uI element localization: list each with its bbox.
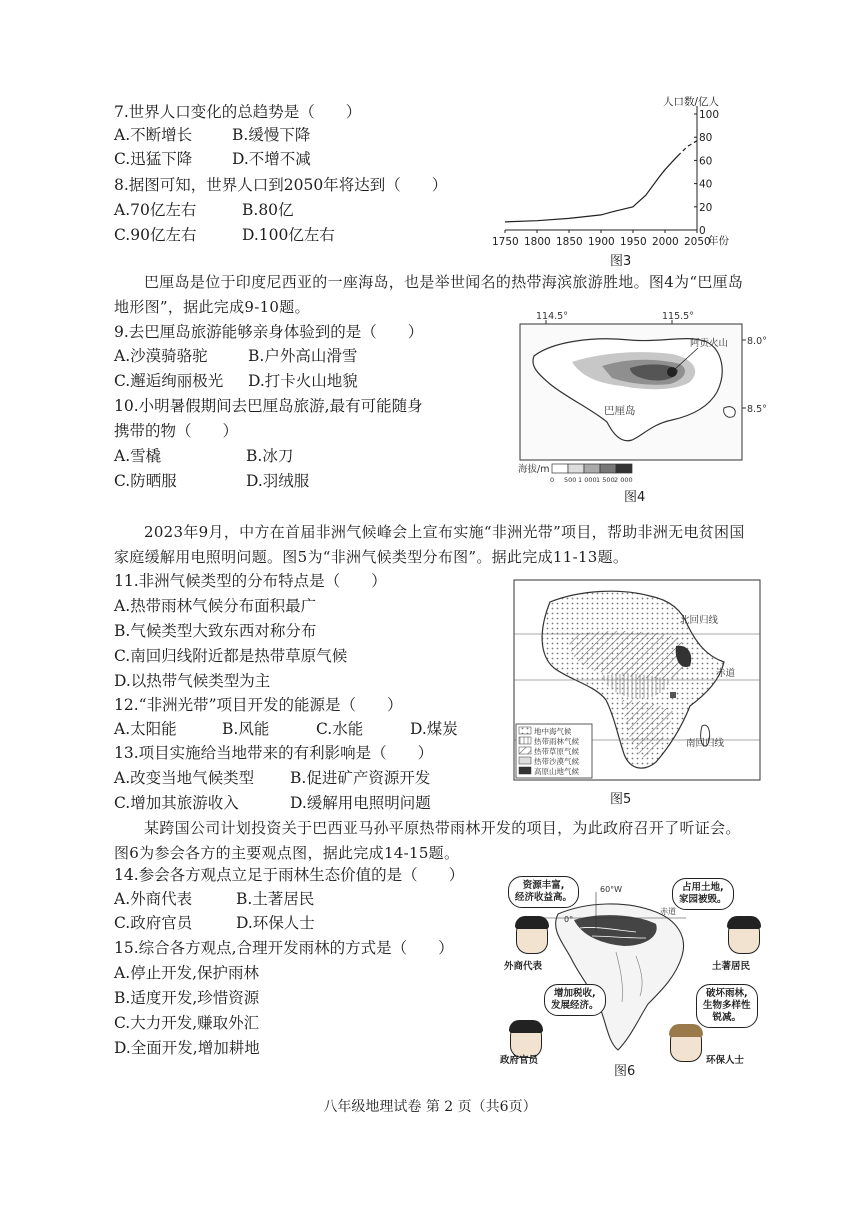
foreign-rep-bubble: 资源丰富, 经济收益高。: [508, 876, 579, 908]
q11-option-c: C.南回归线附近都是热带草原气候: [114, 647, 348, 665]
q14-option-a: A.外商代表: [114, 890, 193, 908]
legend-tick-1000: 1 000: [578, 476, 597, 484]
x-tick-label: 1950: [620, 236, 647, 248]
q11-option-b: B.气候类型大致东西对称分布: [114, 622, 317, 640]
q8-option-b: B.80亿: [242, 201, 294, 219]
africa-climate-map-svg: [510, 576, 764, 786]
foreign-rep-label: 外商代表: [504, 961, 543, 972]
africa-climate-map: [510, 576, 764, 786]
q12-option-b: B.风能: [222, 720, 270, 738]
environmentalist-avatar: [670, 1026, 702, 1062]
q15-stem: 15.综合各方观点,合理开发雨林的方式是（ ）: [114, 939, 454, 957]
amazon-intro: 某跨国公司计划投资关于巴西亚马孙平原热带雨林开发的项目，为此政府召开了听证会。图6为参会各方的主要观点图，据此完成14-15题。: [114, 819, 741, 862]
q12-option-c: C.水能: [316, 720, 364, 738]
q10-stem-line2: 携带的物（ ）: [114, 422, 239, 440]
legend-highland: 高原山地气候: [534, 767, 579, 776]
q10-option-a: A.雪橇: [114, 447, 162, 465]
y-tick-label: 40: [699, 178, 713, 191]
q15-option-b: B.适度开发,珍惜资源: [114, 989, 260, 1007]
x-axis-unit: 年份: [708, 235, 729, 247]
x-tick-label: 1800: [524, 236, 551, 248]
q12-stem: 12.“非洲光带”项目开发的能源是（ ）: [114, 696, 403, 714]
north-tropic-label: 北回归线: [680, 615, 719, 626]
equator-label: 赤道: [716, 668, 736, 679]
bali-map: [512, 312, 766, 488]
y-tick-label: 0: [699, 225, 706, 237]
x-tick-label: 1900: [588, 236, 615, 248]
q9-option-a: A.沙漠骑骆驼: [114, 347, 208, 365]
population-chart-svg: [492, 92, 745, 267]
q12-option-d: D.煤炭: [410, 720, 458, 738]
lon-label-1: 114.5°: [536, 311, 568, 322]
lat-0-label: 0°: [564, 915, 574, 924]
population-line-historical: [505, 156, 678, 222]
y-axis-label: 人口数/亿人: [663, 96, 720, 108]
lat-label-2: 8.5°: [747, 404, 767, 415]
q14-option-b: B.土著居民: [236, 890, 315, 908]
q13-option-a: A.改变当地气候类型: [114, 769, 255, 787]
q11-option-d: D.以热带气候类型为主: [114, 672, 271, 690]
bali-map-svg: [512, 312, 766, 488]
fig5-caption: 图5: [610, 792, 632, 807]
q10-option-b: B.冰刀: [246, 447, 294, 465]
q14-option-c: C.政府官员: [114, 914, 193, 932]
q10-stem-line1: 10.小明暑假期间去巴厘岛旅游,最有可能随身: [114, 397, 423, 415]
legend-tick-1500: 1 500: [596, 476, 615, 484]
legend-desert: 热带沙漠气候: [534, 757, 579, 766]
legend-rainforest: 热带雨林气候: [534, 737, 579, 746]
fig3-caption: 图3: [610, 254, 632, 269]
page-footer: 八年级地理试卷 第 2 页（共6页）: [323, 1099, 537, 1115]
q9-option-b: B.户外高山滑雪: [248, 347, 358, 365]
q7-option-b: B.缓慢下降: [232, 126, 311, 144]
y-tick-label: 100: [699, 109, 720, 121]
fig6-caption: 图6: [614, 1064, 636, 1079]
q7-option-d: D.不增不减: [232, 150, 311, 168]
legend-tick-2000: 2 000: [614, 476, 633, 484]
bali-intro: 巴厘岛是位于印度尼西亚的一座海岛，也是举世闻名的热带海滨旅游胜地。图4为“巴厘岛地形图”，据此完成9-10题。: [114, 273, 744, 316]
native-resident-bubble: 占用土地, 家园被毁。: [672, 878, 734, 910]
legend-tick-500: 500: [564, 476, 577, 484]
official-bubble: 增加税收, 发展经济。: [544, 984, 606, 1016]
q10-option-d: D.羽绒服: [246, 472, 310, 490]
lon-label-2: 115.5°: [662, 311, 694, 322]
q11-option-a: A.热带雨林气候分布面积最广: [114, 597, 317, 615]
q13-stem: 13.项目实施给当地带来的有利影响是（ ）: [114, 744, 434, 762]
africa-intro: 2023年9月，中方在首届非洲气候峰会上宣布实施“非洲光带”项目，帮助非洲无电贫困国家庭缓解用电照明问题。图5为“非洲气候类型分布图”。据此完成11-13题。: [114, 523, 745, 566]
q10-option-c: C.防晒服: [114, 472, 177, 490]
native-resident-avatar: [728, 918, 760, 954]
q15-option-d: D.全面开发,增加耕地: [114, 1039, 260, 1057]
x-tick-label: 1850: [556, 236, 583, 248]
q14-option-d: D.环保人士: [236, 914, 315, 932]
q7-stem: 7.世界人口变化的总趋势是（ ）: [114, 103, 362, 121]
foreign-rep-avatar: [516, 918, 548, 954]
population-line-projected: [678, 141, 697, 156]
lon-60w-label: 60°W: [600, 885, 623, 894]
y-tick-label: 60: [699, 155, 713, 168]
q8-option-a: A.70亿左右: [114, 201, 197, 219]
q11-stem: 11.非洲气候类型的分布特点是（ ）: [114, 572, 387, 590]
official-label: 政府官员: [500, 1055, 539, 1066]
x-tick-label: 1750: [492, 236, 519, 248]
y-tick-label: 80: [699, 132, 713, 145]
y-tick-label: 20: [699, 201, 713, 214]
native-resident-label: 土著居民: [712, 961, 751, 972]
q9-option-c: C.邂逅绚丽极光: [114, 372, 224, 390]
q8-stem: 8.据图可知，世界人口到2050年将达到（ ）: [114, 176, 448, 194]
amazon-hearing-figure: [496, 872, 766, 1072]
q13-option-d: D.缓解用电照明问题: [290, 794, 431, 812]
equator-label: 赤道: [660, 907, 676, 916]
x-tick-label: 2050: [684, 236, 711, 248]
legend-title: 海拔/m: [518, 464, 550, 475]
q12-option-a: A.太阳能: [114, 720, 177, 738]
environmentalist-label: 环保人士: [706, 1055, 745, 1066]
legend-mediterranean: 地中海气候: [534, 727, 572, 736]
environmentalist-bubble: 破坏雨林, 生物多样性 锐减。: [696, 984, 758, 1028]
q8-option-d: D.100亿左右: [242, 226, 335, 244]
population-plot: [492, 106, 719, 248]
island-label: 巴厘岛: [604, 405, 636, 417]
q15-option-c: C.大力开发,赚取外汇: [114, 1014, 260, 1032]
q9-option-d: D.打卡火山地貌: [248, 372, 358, 390]
south-tropic-label: 南回归线: [686, 738, 725, 749]
population-chart: [492, 92, 745, 267]
q14-stem: 14.参会各方观点立足于雨林生态价值的是（ ）: [114, 866, 465, 884]
volcano-label: 阿贡火山: [690, 338, 729, 349]
lat-label-1: 8.0°: [747, 336, 767, 347]
q8-option-c: C.90亿左右: [114, 226, 197, 244]
fig4-caption: 图4: [624, 490, 646, 505]
q9-stem: 9.去巴厘岛旅游能够亲身体验到的是（ ）: [114, 323, 424, 341]
q7-option-a: A.不断增长: [114, 126, 193, 144]
q13-option-c: C.增加其旅游收入: [114, 794, 239, 812]
x-tick-label: 2000: [652, 236, 679, 248]
q7-option-c: C.迅猛下降: [114, 150, 193, 168]
legend-tick-0: 0: [550, 476, 555, 484]
q15-option-a: A.停止开发,保护雨林: [114, 964, 260, 982]
q13-option-b: B.促进矿产资源开发: [290, 769, 431, 787]
legend-savanna: 热带草原气候: [534, 747, 579, 756]
